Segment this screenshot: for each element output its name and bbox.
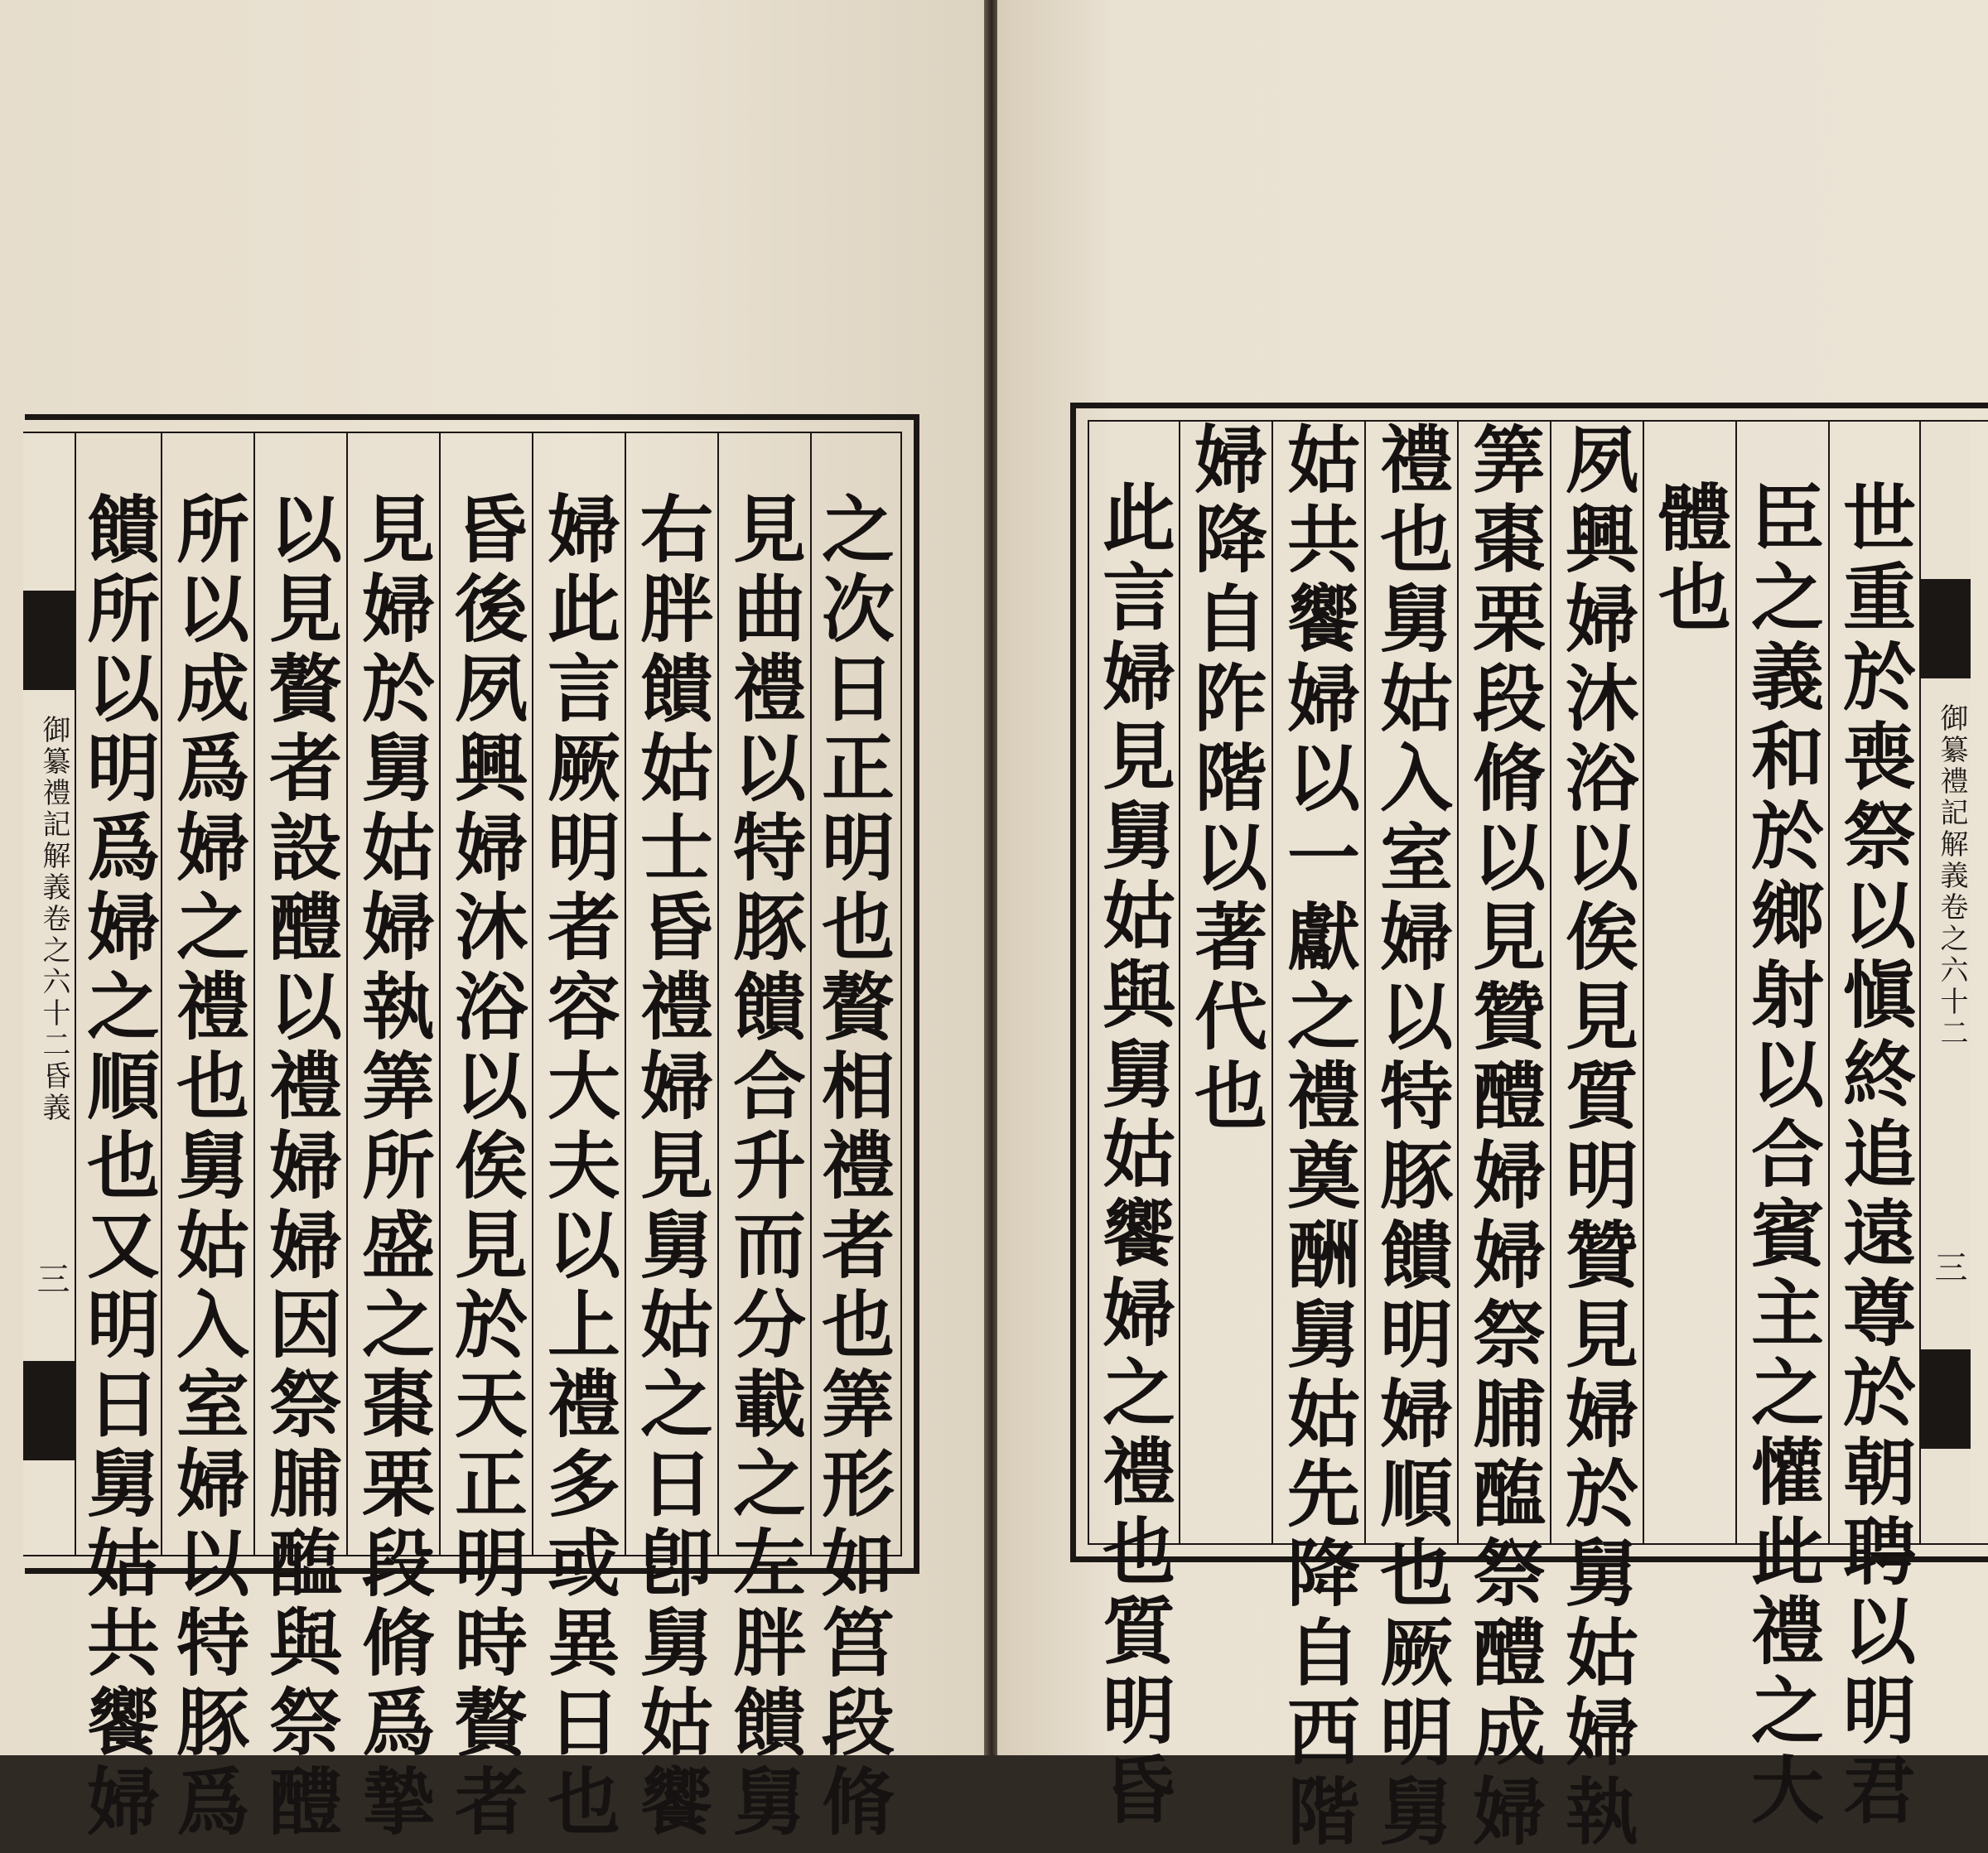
column-text: 饋所以明爲婦之順也又明日舅姑共饗婦 bbox=[75, 491, 162, 1843]
right-page-frame bbox=[1070, 403, 1988, 1853]
column-text: 右胖饋姑士昏禮婦見舅姑之日卽舅姑饗 bbox=[629, 491, 715, 1843]
banxin-title: 御纂禮記解義卷之六十二 bbox=[1935, 703, 1968, 1050]
text-column bbox=[625, 433, 717, 1843]
banxin-title: 御纂禮記解義卷之六十二昏義 bbox=[37, 715, 70, 1124]
text-column bbox=[75, 433, 162, 1843]
text-column bbox=[1089, 422, 1179, 1831]
column-text: 臣之義和於鄉射以合賓主之懽此禮之大 bbox=[1740, 480, 1826, 1831]
column-text: 夙興婦沐浴以俟見質明贊見婦於舅姑婦執 bbox=[1554, 422, 1640, 1853]
column-text: 昏後夙興婦沐浴以俟見於天正明時贅者 bbox=[443, 491, 529, 1843]
column-text: 此言婦見舅姑與舅姑饗婦之禮也質明昏 bbox=[1091, 480, 1177, 1831]
column-text: 所以成爲婦之禮也舅姑入室婦以特豚爲 bbox=[165, 491, 251, 1843]
column-text: 婦降自阼階以著代也 bbox=[1183, 422, 1269, 1137]
page-number: 三 bbox=[31, 1262, 70, 1295]
right-page-banxin bbox=[1919, 422, 1971, 1543]
text-column bbox=[1550, 422, 1643, 1853]
text-column bbox=[1364, 422, 1457, 1853]
fish-tail-mark bbox=[23, 1361, 75, 1460]
text-column bbox=[810, 433, 896, 1843]
text-column bbox=[1735, 422, 1828, 1831]
text-column bbox=[1457, 422, 1550, 1853]
column-text: 禮也舅姑入室婦以特豚饋明婦順也厥明舅 bbox=[1368, 422, 1455, 1853]
column-text: 筭棗栗段脩以見贊醴婦婦祭脯醢祭醴成婦 bbox=[1461, 422, 1547, 1853]
fish-tail-mark bbox=[1921, 1349, 1971, 1449]
fish-tail-mark bbox=[23, 591, 75, 690]
column-text: 見曲禮以特豚饋合升而分載之左胖饋舅 bbox=[721, 491, 808, 1843]
page-number: 三 bbox=[1929, 1250, 1967, 1283]
column-text: 體也 bbox=[1647, 480, 1733, 639]
fish-tail-mark bbox=[1921, 579, 1971, 678]
right-page-inner-border bbox=[1088, 420, 1988, 1853]
text-column bbox=[439, 433, 532, 1843]
text-column bbox=[1828, 422, 1919, 1831]
text-column bbox=[161, 433, 253, 1843]
column-text: 以見贅者設醴以禮婦婦因祭脯醢與祭醴 bbox=[258, 491, 344, 1843]
left-page bbox=[0, 0, 986, 1843]
text-column bbox=[253, 433, 346, 1843]
left-page-inner-border bbox=[23, 432, 902, 1843]
text-column bbox=[1179, 422, 1271, 1543]
column-text: 世重於喪祭以愼終追遠尊於朝聘以明君 bbox=[1831, 480, 1918, 1831]
column-text: 姑共饗婦以一獻之禮奠酬舅姑先降自西階 bbox=[1276, 422, 1362, 1853]
text-column bbox=[1271, 422, 1364, 1853]
text-column bbox=[1643, 422, 1735, 1543]
column-text: 見婦於舅姑婦執筭所盛之棗栗段脩爲摯 bbox=[350, 491, 437, 1843]
text-column bbox=[717, 433, 810, 1843]
column-text: 婦此言厥明者容大夫以上禮多或異日也 bbox=[536, 491, 622, 1843]
left-page-banxin bbox=[23, 433, 75, 1555]
text-column bbox=[532, 433, 625, 1843]
text-column bbox=[346, 433, 439, 1843]
right-page bbox=[997, 0, 1988, 1853]
column-text: 之次日正明也贅相禮者也筭形如筥段脩 bbox=[810, 491, 896, 1843]
left-page-frame bbox=[25, 414, 919, 1843]
